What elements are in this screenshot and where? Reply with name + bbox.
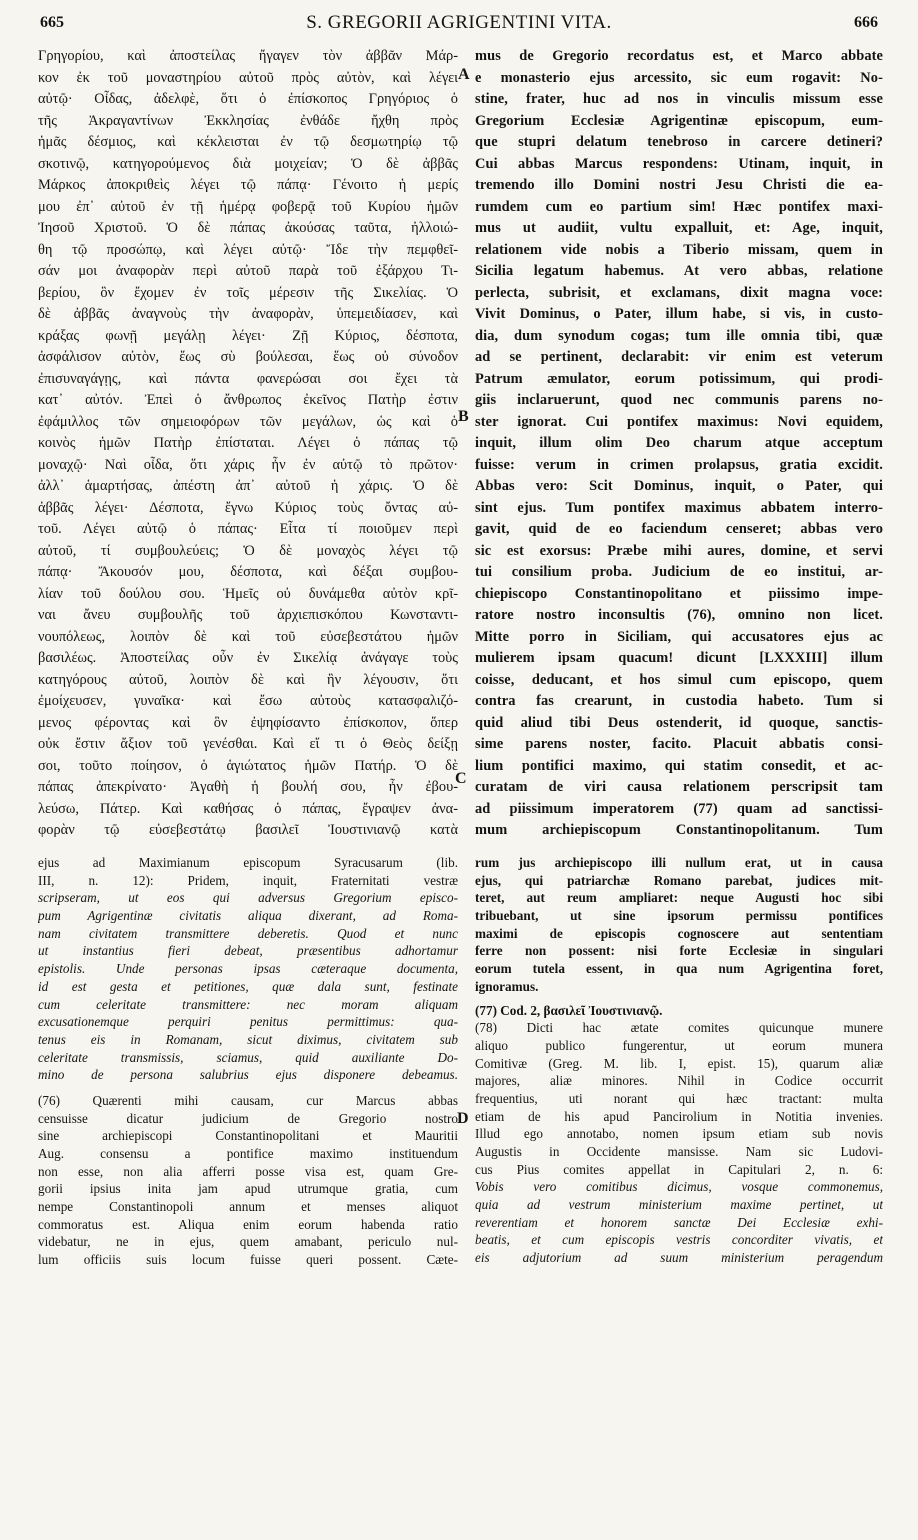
footnote-line: etiam de his apud Pancirolium in Notitia invenies. <box>475 1108 883 1124</box>
greek-line: αὐτοῦ, τί συμβουλεύεις; Ὁ δὲ μοναχὸς λέγει τῷ <box>38 542 458 559</box>
greek-line: κατηγόρους αὐτοῦ, λοιπὸν δὲ καὶ ἣν λέγουσιν, ὅτι <box>38 671 458 688</box>
footnote-continuation-quote <box>38 889 458 1084</box>
greek-line: δὲ ἀββᾶς ἀναγνοὺς τὴν ἀναφορὰν, ὑπεμειδίασεν, καὶ <box>38 306 458 322</box>
latin-text-column <box>475 46 883 842</box>
greek-line: σάν μοι ἀναφορὰν περὶ αὐτοῦ παρὰ τοῦ ἐξάρχου Τι- <box>38 263 458 279</box>
footnote-line: gorii ipsius inita jam apud utrumque gratia, cum <box>38 1181 458 1197</box>
footnote-line: mino de persona salubrius ejus disponere debeamus. <box>38 1067 458 1083</box>
greek-line: Γρηγορίου, καὶ ἀποστείλας ἤγαγεν τὸν ἀββᾶν Μάρ- <box>38 48 458 64</box>
latin-line: Abbas vero: Scit Dominus, inquit, o Pater, qui <box>475 478 883 494</box>
greek-line: ἐφάμιλλος τῶν σημειοφόρων τῶν μεγάλων, ὡς καὶ ὁ <box>38 413 458 430</box>
greek-line: σοι, τοῦτο ποίησον, ὁ ἁγιώτατος ἡμῶν Πατήρ. Ὁ δὲ <box>38 757 458 774</box>
footnote-line: rum jus archiepiscopo illi nullum erat, ut in causa <box>475 855 883 870</box>
footnote-line: id est gesta et petitiones, quæ dala sunt, festinate <box>38 978 458 994</box>
footnote-line: Illud ego annotabo, nomen ipsum etiam sub novis <box>475 1126 883 1142</box>
footnote-line: Comitivæ (Greg. M. lib. I, epist. 15), quarum aliæ <box>475 1055 883 1071</box>
margin-marker-b: B <box>458 408 469 425</box>
greek-line: κατ᾽ αὐτόν. Ἐπεὶ ὁ ἄνθρωπος ἐκεῖνος Πατὴρ ἐστιν <box>38 392 458 408</box>
greek-line: οὐκ ἔστιν ἄξιον τοῦ γενέσθαι. Καὶ εἴ τι ὁ Θεὸς δείξῃ <box>38 736 458 752</box>
footnote-line: ejus, qui patriarchæ Romano parebat, judices mit- <box>475 872 883 888</box>
footnote-77: (77) Cod. 2, βασιλεῖ Ἰουστινιανῷ. <box>475 1002 663 1018</box>
footnote-line: nempe Constantinopoli annum et menses aliquot <box>38 1199 458 1215</box>
page-header <box>40 10 878 38</box>
latin-line: Vivit Dominus, o Pater, illum habe, si vis, in custo- <box>475 306 883 322</box>
latin-line: stine, frater, huc ad nos in vinculis missum esse <box>475 91 883 107</box>
greek-line: ἐμοίχευσεν, γυναῖκα· καὶ ἔσω αὐτοὺς κατασφαλιζό- <box>38 693 458 709</box>
greek-text-column <box>38 46 458 842</box>
footnote-76 <box>38 1092 458 1269</box>
latin-line: inquit, illum olim Deo charum atque acceptum <box>475 435 883 451</box>
greek-line <box>38 842 458 843</box>
greek-line: αὐτῷ· Οἶδας, ἀδελφὲ, ὅτι ὁ ἐπίσκοπος Γρηγόριος ὁ <box>38 91 458 107</box>
greek-line: ἀσφάλισον αὐτὸν, ἕως σὺ βούλεσαι, ἕως οὐ σύνοδον <box>38 349 458 365</box>
footnote-line: (78) Dicti hac ætate comites quicunque munere <box>475 1020 883 1036</box>
footnote-line: commoratus est. Aliqua enim eorum habenda ratio <box>38 1216 458 1232</box>
page-number-left: 665 <box>40 14 64 31</box>
latin-line: dia, dum synodum cogas; tum ille omnia tibi, quæ <box>475 327 883 344</box>
footnote-line: pum Agrigentinæ civitatis aliqua dixerant, ad Roma- <box>38 908 458 924</box>
greek-line: θη τῷ προσώπῳ, καὶ λέγει αὐτῷ· Ἴδε τὴν πεμφθεῖ- <box>38 241 458 258</box>
greek-line: τοῦ. Λέγει αὐτῷ ὁ πάπας· Εἶτα τί ποιοῦμεν περὶ <box>38 521 458 537</box>
latin-line: tremendo illo Domini nostri Jesu Christi die ea- <box>475 177 883 193</box>
footnote-line: teret, aut reum ampliaret: neque Augusti hoc sibi <box>475 890 883 906</box>
footnote-line: videbatur, ne in ejus, quem amabant, periculo nul- <box>38 1234 458 1250</box>
latin-line: Mitte porro in Siciliam, qui accusatores ejus ac <box>475 628 883 645</box>
latin-line: Gregorium Ecclesiæ Agrigentinæ episcopum, eum- <box>475 112 883 129</box>
footnote-78-quote <box>475 1178 883 1266</box>
latin-line: coisse, deducant, et hos simul cum episcopo, quem <box>475 671 883 688</box>
latin-line: curatam de viri causa relationem perscripsit tam <box>475 779 883 795</box>
latin-line: relationem vide nobis a Tiberio missam, quem in <box>475 241 883 258</box>
latin-line: Patrum æmulator, eorum potissimum, qui prodi- <box>475 370 883 387</box>
greek-line: σκοτινῷ, κατηγορούμενος διὰ μοιχείαν; Ὁ δὲ ἀββᾶς <box>38 155 458 172</box>
footnote-line: Vobis vero comitibus dicimus, vosque commonemus, <box>475 1179 883 1195</box>
greek-line: Μάρκος ἀποκριθεὶς λέγει τῷ πάπᾳ· Γένοιτο ἡ μερίς <box>38 177 458 193</box>
footnote-line: cus Pius comites appellat in Capitulari 2, n. 6: <box>475 1161 883 1177</box>
latin-line: Cui abbas Marcus respondens: Utinam, inquit, in <box>475 155 883 172</box>
greek-line: Ἰησοῦ Χριστοῦ. Ὁ δὲ πάπας ἀκούσας ταῦτα, ἠλλοιώ- <box>38 220 458 236</box>
latin-line: e monasterio ejus arcessito, sic eum rogavit: No- <box>475 69 883 86</box>
footnote-continuation <box>38 854 458 889</box>
running-title: S. GREGORII AGRIGENTINI VITA. <box>306 12 612 33</box>
latin-line: quid aliud tibi Deus ostenderit, id quoque, sanctis- <box>475 714 883 731</box>
footnote-line: tenus eis in Romanam, sicut diximus, civitatem sub <box>38 1031 458 1047</box>
footnote-line: ejus ad Maximianum episcopum Syracusarum (lib. <box>38 855 458 870</box>
footnote-continuation-right <box>475 854 883 996</box>
latin-line: tui consilium proba. Judicium de eo institui, ar- <box>475 564 883 580</box>
footnote-line: frequentius, uti norant qui hæc tractant: multa <box>475 1090 883 1106</box>
footnote-line: ferre non possent: nisi forte Ecclesiæ in singulari <box>475 943 883 959</box>
latin-line: mulierem ipsam quacum! dicunt [LXXXIII] illum <box>475 650 883 666</box>
greek-line: πάπας ἀπεκρίνατο· Ἀγαθὴ ἡ βουλή σου, ἦν ἐβου- <box>38 779 458 795</box>
footnote-line: scripseram, ut eos qui adversus Gregorium episco- <box>38 890 458 906</box>
latin-line: giis inclaruerunt, quod nec communis parens no- <box>475 392 883 408</box>
footnote-78 <box>475 1019 883 1178</box>
greek-line: ἡμᾶς δέσμιος, καὶ κέκλεισται ἐν τῷ δεσμωτηρίῳ τῷ <box>38 134 458 150</box>
greek-line: κράξας φωνῇ μεγάλῃ λέγει· Ζῇ Κύριος, δέσποτα, <box>38 327 458 344</box>
greek-line: ἀλλ᾽ ἁμαρτήσας, ἀπέστη ἀπ᾽ αὐτοῦ ἡ χάρις. Ὁ δὲ <box>38 478 458 494</box>
footnote-line: ut instantius fieri debeat, præsentibus adhortamur <box>38 943 458 959</box>
footnote-line: eis adjutorium ad suum ministerium peragendum <box>475 1250 883 1266</box>
latin-line: Sicilia legatum habemus. At vero abbas, relatione <box>475 263 883 279</box>
latin-line: sint ejus. Tum pontifex maximus abbatem interro- <box>475 499 883 516</box>
footnote-line: celeritate transmissis, sciamus, quid auxiliante Do- <box>38 1049 458 1065</box>
footnotes-left-column <box>38 854 458 1530</box>
greek-line: τῆς Ἀκραγαντίνων Ἐκκλησίας ἐνθάδε ἤχθη πρὸς <box>38 112 458 129</box>
greek-line: μενος φέροντας καὶ ὃν ἐψηφίσαντο ἐπίσκοπον, ὅπερ <box>38 714 458 731</box>
latin-line: sime parens noster, facito. Placuit abbatis consi- <box>475 736 883 752</box>
greek-line: κοινὸς ἡμῶν Πατὴρ ἐπίσταται. Λέγει ὁ πάπας τῷ <box>38 435 458 451</box>
greek-line: μου ἐπ᾽ αὐτοῦ ἐν τῇ ἡμέρᾳ φοβερᾷ τοῦ Κυρίου ἡμῶν <box>38 198 458 215</box>
footnotes-right-column <box>475 854 883 1530</box>
greek-line: πάπᾳ· Ἄκουσόν μου, δέσποτα, καὶ δέξαι συμβου- <box>38 564 458 580</box>
latin-line <box>475 842 883 843</box>
footnote-line: censuisse dicatur judicium de Gregorio nostro <box>38 1110 458 1126</box>
margin-marker-d: D <box>457 1110 469 1127</box>
footnote-line: epistolis. Unde personas ipsas cæteraque documenta, <box>38 961 458 977</box>
greek-line: βασιλέως. Ἀποστείλας οὖν ἐν Σικελίᾳ ἀνάγαγε τοὺς <box>38 650 458 666</box>
latin-line: ad se pertinent, declarabit: vir enim est veterum <box>475 349 883 365</box>
footnote-line: non esse, non alia afferri posse visa est, quam Gre- <box>38 1163 458 1179</box>
greek-line: ἐπισυναγάγῃς, καὶ πάντα φανερώσαι σοι ἔχει τὰ <box>38 370 458 387</box>
latin-line: sic est exorsus: Præbe mihi aures, domine, et servi <box>475 542 883 559</box>
footnote-line: cum celeritate transmittere: nec moram aliquam <box>38 996 458 1012</box>
latin-line: perlecta, subrisit, et exclamans, dixit magna voce: <box>475 284 883 301</box>
latin-line: gavit, quid de eo faciendum censeret; abbas vero <box>475 521 883 537</box>
greek-line: ἀββᾶς λέγει· Δέσποτα, ἔγνω Κύριος τοὺς ὄντας αὐ- <box>38 499 458 516</box>
latin-line: contra fas crearunt, in custodia habeto. Tum si <box>475 693 883 709</box>
footnote-line: nam civitatem transmittere deberetis. Quod et nunc <box>38 925 458 941</box>
greek-line: ναι ἄνευ συμβουλῆς τοῦ ἀρχιεπισκόπου Κωνσταντι- <box>38 607 458 623</box>
margin-marker-a: A <box>458 66 470 83</box>
margin-marker-c: C <box>455 770 467 787</box>
latin-line: lium pontifici maximo, qui statim consedit, et ac- <box>475 757 883 774</box>
greek-line: βερίου, ὃν ἔχομεν ἐν τοῖς μέρεσιν τῆς Σικελίας. Ὁ <box>38 284 458 301</box>
greek-line: νουπόλεως, λοιπὸν δὲ καὶ τοῦ εὐσεβεστάτου ἡμῶν <box>38 628 458 645</box>
latin-line: rumdem cum eo partium sim! Hæc pontifex maxi- <box>475 198 883 215</box>
footnote-line: quia ad vestrum ministerium maxime pertinet, ut <box>475 1197 883 1213</box>
footnote-line: lum officiis suis locum fuisse queri possent. Cæte- <box>38 1252 458 1268</box>
footnote-line: beatis, et cum episcopis vestris concorditer vivatis, et <box>475 1232 883 1248</box>
footnote-line: eorum tutela essent, in qua num Agrigentina foret, <box>475 961 883 977</box>
latin-line: mum archiepiscopum Constantinopolitanum. Tum <box>475 822 883 838</box>
footnote-line: maximi de episcopis cognoscere aut sententiam <box>475 925 883 941</box>
footnote-line: majores, aliæ minores. Nihil in Codice occurrit <box>475 1073 883 1089</box>
footnote-line: aliquo publico fungerentur, ut eorum munera <box>475 1037 883 1053</box>
footnote-line: Aug. consensu a pontifice maximo instituendum <box>38 1146 458 1161</box>
greek-line: λίαν τοῦ δούλου σου. Ἡμεῖς οὐ δυνάμεθα αὐτὸν κρῖ- <box>38 585 458 602</box>
page-number-right: 666 <box>854 14 878 31</box>
footnote-line: (76) Quærenti mihi causam, cur Marcus abbas <box>38 1092 458 1108</box>
footnote-line: sine archiepiscopi Constantinopolitani et Mauritii <box>38 1128 458 1144</box>
greek-line: λεύσω, Πάτερ. Καὶ καθήσας ὁ πάπας, ἔγραψεν ἀνα- <box>38 800 458 817</box>
footnote-line: ignoramus. <box>475 978 539 994</box>
footnote-line: tribuebant, ut sine ipsorum permissu pontifices <box>475 908 883 924</box>
latin-line: ad piissimum imperatorem (77) quam ad sanctissi- <box>475 800 883 817</box>
footnote-line: excusationemque perquiri penitus permittimus: qua- <box>38 1014 458 1030</box>
greek-line: μοναχῷ· Ναὶ οἶδα, ὅτι χάρις ἦν ἐν αὐτῷ τὸ πρῶτον· <box>38 456 458 473</box>
latin-line: que stupri delatum tenebroso in carcere detineri? <box>475 134 883 150</box>
latin-line: ratore nostro inconsultis (76), omnino non licet. <box>475 607 883 623</box>
latin-line: mus de Gregorio recordatus est, et Marco abbate <box>475 48 883 64</box>
latin-line: mus ut audiit, vultu expalluit, et: Age, inquit, <box>475 220 883 236</box>
latin-line: fuisse: verum in crimen prolapsus, gratia excidit. <box>475 456 883 473</box>
latin-line: ster ignorat. Cui pontifex maximus: Novi equidem, <box>475 413 883 430</box>
footnote-line: reverentiam et honorem sanctæ Dei Ecclesiæ exhi- <box>475 1214 883 1230</box>
greek-line: φορὰν τῷ εὐσεβεστάτῳ βασιλεῖ Ἰουστινιανῷ κατὰ <box>38 822 458 838</box>
footnote-line: Augustis in Occidente mansisse. Nam sic Ludovi- <box>475 1144 883 1159</box>
greek-line: κον ἐκ τοῦ μοναστηρίου αὐτοῦ πρὸς αὐτὸν, καὶ λέγει <box>38 69 458 86</box>
footnote-line: III, n. 12): Pridem, inquit, Fraternitati vestræ <box>38 872 458 888</box>
latin-line: chiepiscopo Constantinopolitano et piissimo impe- <box>475 585 883 602</box>
